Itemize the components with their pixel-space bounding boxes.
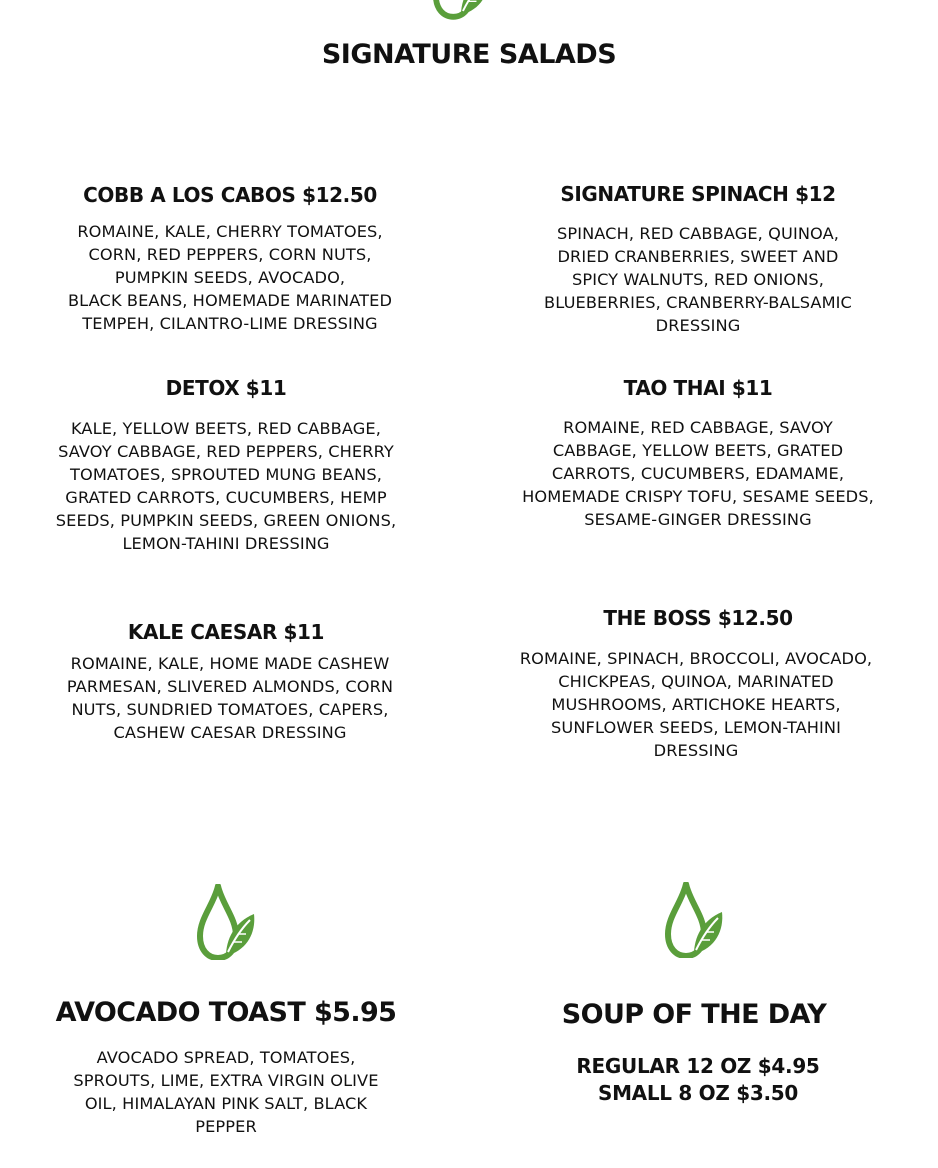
salad-title-detox: DETOX $11: [165, 376, 287, 400]
salad-title-tao-thai: TAO THAI $11: [623, 376, 773, 400]
salad-title-kale-caesar: KALE CAESAR $11: [127, 620, 325, 644]
soup-small-price: SMALL 8 OZ $3.50: [597, 1081, 799, 1105]
avocado-toast-desc: AVOCADO SPREAD, TOMATOES, SPROUTS, LIME, EXTRA VIRGIN OLIVE OIL, HIMALAYAN PINK SALT, BLACK PEPPER: [73, 1048, 379, 1136]
salad-desc-cobb: ROMAINE, KALE, CHERRY TOMATOES, CORN, RED PEPPERS, CORN NUTS, PUMPKIN SEEDS, AVOCADO, BLACK BEANS, HOMEMADE MARINATED TEMPEH, CILANTRO-LIME DRESSING: [67, 222, 393, 333]
avocado-droplet-leaf-icon: [196, 884, 256, 960]
soup-droplet-leaf-icon: [664, 882, 724, 958]
salad-desc-tao-thai: ROMAINE, RED CABBAGE, SAVOY CABBAGE, YELLOW BEETS, GRATED CARROTS, CUCUMBERS, EDAMAME, HOMEMADE CRISPY TOFU, SESAME SEEDS, SESAME-GINGER DRESSING: [522, 418, 874, 529]
soup-title: SOUP OF THE DAY: [561, 999, 827, 1030]
page-title: SIGNATURE SALADS: [321, 39, 617, 70]
salad-title-signature-spinach: SIGNATURE SPINACH $12: [560, 182, 836, 206]
avocado-toast-title: AVOCADO TOAST $5.95: [55, 997, 397, 1028]
salad-desc-signature-spinach: SPINACH, RED CABBAGE, QUINOA, DRIED CRANBERRIES, SWEET AND SPICY WALNUTS, RED ONIONS, BLUEBERRIES, CRANBERRY-BALSAMIC DRESSING: [544, 224, 852, 335]
soup-prices: [478, 1053, 918, 1107]
top-droplet-leaf-icon: [432, 0, 490, 20]
salad-title-cobb: COBB A LOS CABOS $12.50: [83, 183, 377, 207]
salad-title-the-boss: THE BOSS $12.50: [603, 606, 793, 630]
salad-desc-detox: KALE, YELLOW BEETS, RED CABBAGE, SAVOY CABBAGE, RED PEPPERS, CHERRY TOMATOES, SPROUTED MUNG BEANS, GRATED CARROTS, CUCUMBERS, HEMP SEEDS, PUMPKIN SEEDS, GREEN ONIONS, LEMON-TAHINI DRESSING: [55, 419, 397, 553]
salad-desc-kale-caesar: ROMAINE, KALE, HOME MADE CASHEW PARMESAN, SLIVERED ALMONDS, CORN NUTS, SUNDRIED TOMATOES, CAPERS, CASHEW CAESAR DRESSING: [66, 654, 394, 742]
soup-regular-price: REGULAR 12 OZ $4.95: [576, 1054, 820, 1078]
salad-desc-the-boss: ROMAINE, SPINACH, BROCCOLI, AVOCADO, CHICKPEAS, QUINOA, MARINATED MUSHROOMS, ARTICHOKE HEARTS, SUNFLOWER SEEDS, LEMON-TAHINI DRESSING: [519, 649, 873, 760]
